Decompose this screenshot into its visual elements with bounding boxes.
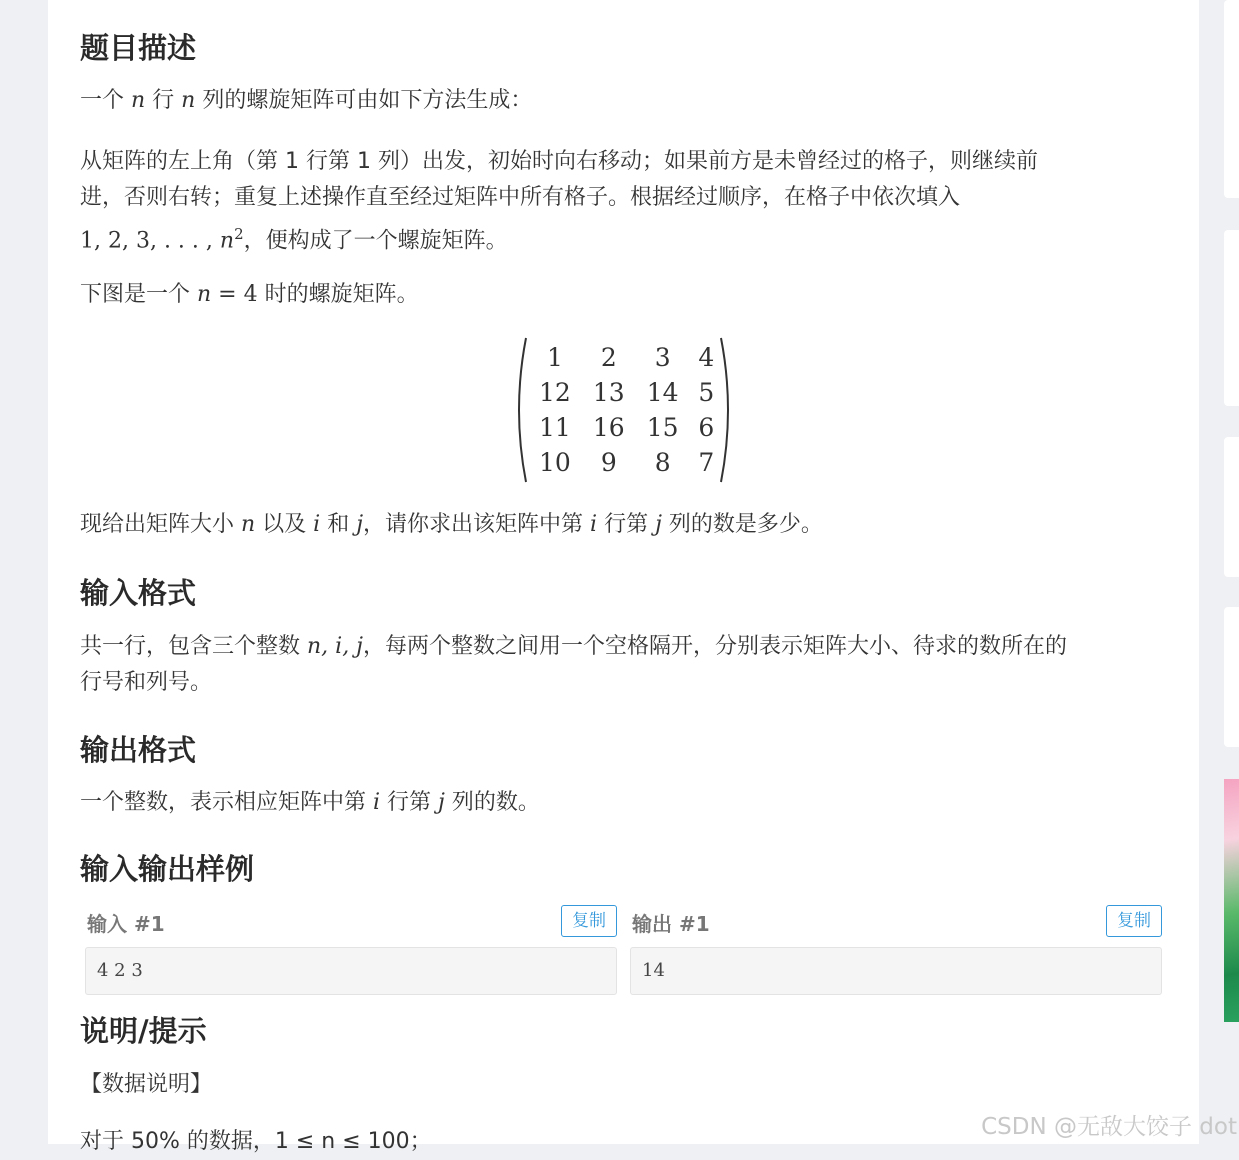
text: 下图是一个	[80, 282, 197, 307]
text-line-2: 进，否则右转；重复上述操作直至经过矩阵中所有格子。根据经过顺序，在格子中依次填入	[80, 185, 961, 210]
text: 行	[145, 88, 182, 113]
input-format-heading: 输入格式	[80, 576, 197, 610]
matrix-cell: 4	[698, 343, 715, 372]
math-i: i	[373, 790, 381, 815]
math-nij: n, i, j	[307, 634, 363, 659]
output-format-paragraph	[80, 785, 1170, 821]
text-line-1: 从矩阵的左上角（第 1 行第 1 列）出发，初始时向右移动；如果前方是未曾经过的格子，则继续前	[80, 149, 1038, 174]
matrix-cell: 7	[698, 448, 715, 477]
math-n: n	[181, 88, 196, 113]
problem-card	[48, 0, 1199, 1154]
math-j: j	[655, 512, 662, 537]
matrix-grid	[528, 340, 723, 480]
text: 一个	[80, 88, 131, 113]
output-format-heading: 输出格式	[80, 733, 197, 767]
math-j: j	[438, 790, 445, 815]
text: 列的数是多少。	[661, 512, 823, 537]
sample-input-value[interactable]: 4 2 3	[85, 947, 617, 995]
matrix-cell: 13	[592, 378, 625, 407]
math-sequence: 1, 2, 3, . . . ,	[80, 228, 220, 254]
text: 共一行，包含三个整数	[80, 634, 307, 659]
matrix-row	[528, 410, 723, 445]
sample-output-value[interactable]: 14	[630, 947, 1162, 995]
text: 列的数。	[444, 790, 540, 815]
matrix-row	[528, 375, 723, 410]
math-n: n	[241, 512, 256, 537]
hint-paragraph-2: 对于 50% 的数据，1 ≤ n ≤ 100；	[80, 1129, 432, 1154]
matrix-row	[528, 340, 723, 375]
math-n: n	[197, 282, 212, 307]
matrix-cell: 12	[539, 378, 571, 407]
description-heading: 题目描述	[80, 31, 197, 65]
sidebar-card-4	[1224, 607, 1239, 747]
matrix-cell: 10	[539, 448, 571, 477]
text: ，请你求出该矩阵中第	[363, 512, 591, 537]
math-n: n	[219, 228, 235, 254]
text: 列的螺旋矩阵可由如下方法生成：	[195, 88, 533, 113]
text: 行第	[597, 512, 656, 537]
math-equals-4: = 4	[211, 282, 258, 307]
text: 行第	[380, 790, 439, 815]
math-exponent: 2	[234, 225, 244, 243]
text: ，每两个整数之间用一个空格隔开，分别表示矩阵大小、待求的数所在的	[363, 634, 1068, 659]
description-paragraph-2	[80, 144, 1170, 259]
sample-input-label: 输入 #1	[87, 912, 165, 936]
text: 时的螺旋矩阵。	[257, 282, 419, 307]
text-line-2: 行号和列号。	[80, 670, 213, 695]
description-paragraph-1	[80, 83, 1170, 119]
math-n: n	[131, 88, 146, 113]
text: 现给出矩阵大小	[80, 512, 241, 537]
right-paren-icon	[719, 336, 735, 484]
watermark: CSDN @无敌大饺子 dot	[981, 1114, 1237, 1140]
matrix-cell: 8	[654, 448, 671, 477]
matrix-cell: 9	[600, 448, 617, 477]
math-i: i	[590, 512, 598, 537]
matrix-cell: 14	[646, 378, 679, 407]
sidebar-card-2	[1224, 230, 1239, 406]
input-format-paragraph	[80, 629, 1170, 701]
left-paren-icon	[512, 336, 528, 484]
text: 一个整数，表示相应矩阵中第	[80, 790, 373, 815]
text: ，便构成了一个螺旋矩阵。	[243, 228, 508, 254]
sample-output-header	[630, 900, 1162, 940]
sidebar-card-1	[1224, 0, 1239, 198]
sample-output-label: 输出 #1	[632, 912, 710, 936]
math-i: i	[313, 512, 321, 537]
matrix-row	[528, 445, 723, 480]
text: 和	[320, 512, 357, 537]
matrix-cell: 15	[646, 413, 679, 442]
matrix-cell: 5	[698, 378, 715, 407]
sample-output-block	[630, 900, 1162, 981]
hint-heading: 说明/提示	[80, 1014, 207, 1048]
copy-input-button[interactable]: 复制	[561, 905, 617, 937]
sample-input-header	[85, 900, 617, 940]
matrix-cell: 3	[654, 343, 671, 372]
sidebar-card-3	[1224, 437, 1239, 577]
matrix-cell: 6	[698, 413, 715, 442]
math-j: j	[356, 512, 364, 537]
sample-input-block	[85, 900, 617, 981]
hint-paragraph-1: 【数据说明】	[80, 1072, 213, 1097]
matrix-cell: 1	[546, 343, 563, 372]
sidebar-ad-image[interactable]	[1224, 779, 1239, 1022]
text: 以及	[255, 512, 314, 537]
copy-output-button[interactable]: 复制	[1106, 905, 1162, 937]
spiral-matrix	[512, 336, 737, 484]
description-paragraph-3	[80, 277, 1170, 313]
matrix-cell: 2	[600, 343, 617, 372]
matrix-cell: 16	[592, 413, 625, 442]
matrix-cell: 11	[539, 413, 571, 442]
samples-heading: 输入输出样例	[80, 852, 255, 886]
description-paragraph-4	[80, 507, 1170, 543]
